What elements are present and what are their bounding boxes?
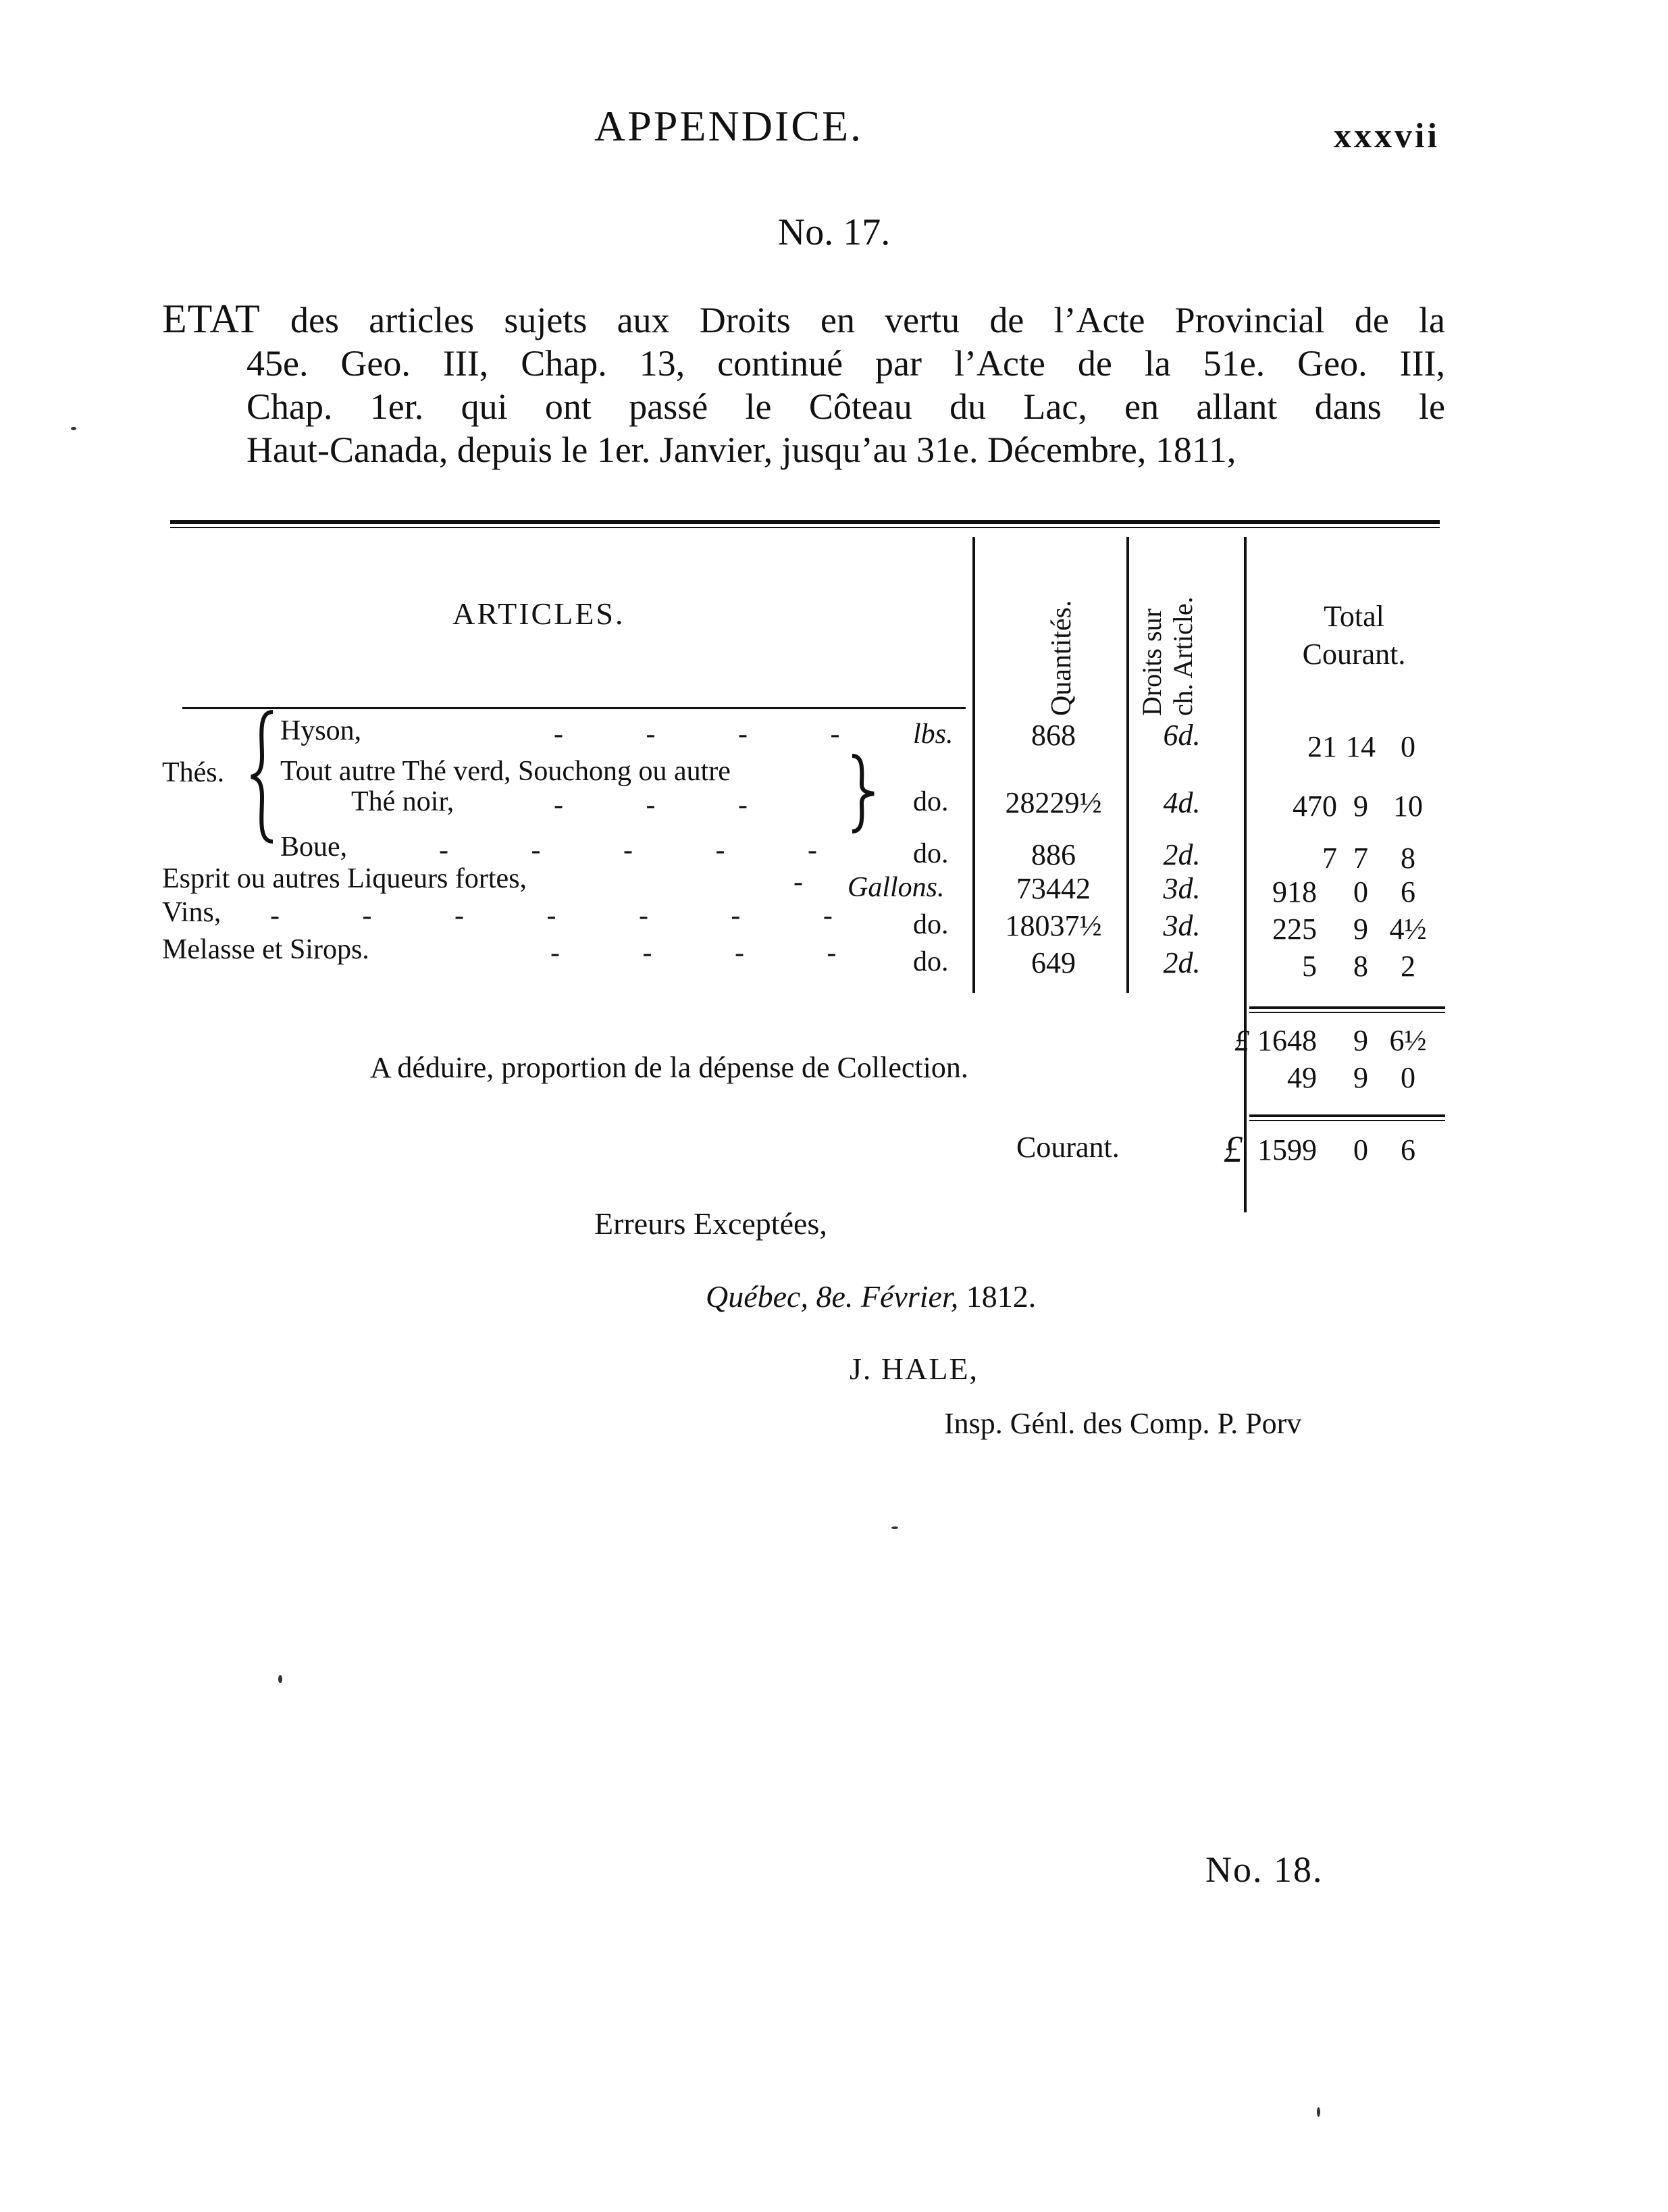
place-date: [706, 1279, 1036, 1314]
row-5-duty: 3d.: [1163, 909, 1201, 942]
row-2-pence: 10: [1393, 790, 1423, 823]
row-2-article: Tout autre Thé verd, Souchong ou autre: [280, 756, 731, 787]
subtotal-pounds: 1648: [1257, 1024, 1317, 1057]
place: Québec,: [706, 1279, 808, 1314]
row-5-article: Vins,: [162, 897, 221, 928]
row-3-pence: 8: [1401, 842, 1415, 875]
row-6-shillings: 8: [1353, 950, 1368, 983]
row-3-duty: 2d.: [1163, 838, 1201, 871]
column-header-total: [1256, 598, 1452, 673]
column-header-total-line-2: Courant.: [1302, 638, 1406, 671]
row-1-pence: 0: [1401, 730, 1415, 763]
row-4-pounds: 918: [1272, 875, 1317, 908]
row-5-unit: do.: [913, 909, 949, 940]
row-1-unit: lbs.: [913, 719, 954, 750]
subtotal-shillings: 9: [1353, 1024, 1368, 1057]
scan-speck: [891, 1526, 898, 1529]
statement-heading: [162, 297, 1445, 471]
column-header-quantities: Quantités.: [1046, 600, 1077, 716]
heading-lead-word: ETAT: [162, 297, 261, 341]
row-1-article: Hyson,: [280, 715, 362, 746]
row-3-shillings: 7: [1353, 842, 1368, 875]
page-number: xxxvii: [1334, 117, 1440, 155]
day: 8e.: [808, 1279, 861, 1314]
net-rule-thin: [1249, 1120, 1445, 1121]
signatory-title: Insp. Génl. des Comp. P. Porv: [944, 1407, 1302, 1440]
row-1-shillings: 14: [1346, 730, 1376, 763]
net-shillings: 0: [1353, 1133, 1368, 1166]
header-bottom-rule: [182, 707, 966, 709]
month: Février,: [860, 1279, 959, 1314]
row-6-quantity: 649: [1031, 946, 1076, 979]
row-1-dashes: - - - -: [554, 719, 878, 750]
row-6-article: Melasse et Sirops.: [162, 934, 369, 965]
tea-group-label: Thés.: [162, 757, 225, 788]
running-head: [0, 101, 1668, 169]
row-4-article: Esprit ou autres Liqueurs fortes,: [162, 863, 527, 894]
table-top-rule-thin: [170, 527, 1440, 528]
row-1-duty: 6d.: [1163, 719, 1201, 752]
row-4-dashes: -: [793, 867, 841, 898]
column-header-total-line-1: Total: [1324, 600, 1384, 633]
row-6-duty: 2d.: [1163, 946, 1201, 979]
deduction-shillings: 9: [1353, 1061, 1368, 1094]
row-3-article: Boue,: [280, 831, 348, 863]
subtotal-pence: 6½: [1389, 1024, 1427, 1057]
heading-line-3: Chap. 1er. qui ont passé le Côteau du Lac, en allant dans le: [246, 386, 1445, 427]
subtotal-currency: £: [1234, 1024, 1249, 1057]
row-2-quantity: 28229½: [1005, 786, 1102, 819]
row-4-pence: 6: [1401, 875, 1415, 908]
row-2-article-cont: Thé noir,: [351, 786, 454, 817]
net-pounds: 1599: [1257, 1133, 1317, 1166]
column-header-duty-line-2: ch. Article.: [1168, 596, 1198, 716]
subtotal-rule: [1249, 1006, 1445, 1009]
row-5-pence: 4½: [1389, 912, 1427, 946]
row-5-dashes: - - - - - - -: [270, 900, 870, 931]
row-5-pounds: 225: [1272, 912, 1317, 946]
table-top-rule: [170, 520, 1440, 524]
running-title: APPENDICE.: [594, 102, 864, 150]
column-rule-2: [1126, 537, 1129, 993]
deduction-pence: 0: [1401, 1061, 1415, 1094]
row-6-pence: 2: [1401, 950, 1415, 983]
column-rule-1: [972, 537, 975, 993]
net-pence: 6: [1401, 1133, 1415, 1166]
row-6-dashes: - - - -: [550, 937, 875, 969]
column-header-duty-line-1: Droits sur: [1137, 609, 1167, 716]
row-5-shillings: 9: [1353, 912, 1368, 946]
row-4-unit: Gallons.: [848, 872, 945, 903]
column-header-duty: [1137, 596, 1199, 716]
row-6-unit: do.: [913, 946, 949, 977]
next-document-number: No. 18.: [1205, 1849, 1324, 1890]
net-label: Courant.: [1016, 1131, 1120, 1164]
left-brace-icon: [249, 709, 276, 844]
errata-note: Erreurs Exceptées,: [594, 1206, 827, 1241]
row-4-shillings: 0: [1353, 875, 1368, 908]
heading-line-1-text: des articles sujets aux Droits en vertu de l’Acte Provincial de la: [260, 300, 1445, 340]
row-2-pounds: 470: [1293, 790, 1337, 823]
subtotal-rule-thin: [1249, 1012, 1445, 1013]
right-brace-icon: [850, 753, 877, 834]
signatory-name: J. HALE,: [850, 1352, 979, 1386]
column-header-articles-text: ARTICLES.: [452, 596, 625, 631]
row-4-duty: 3d.: [1163, 872, 1201, 905]
deduction-pounds: 49: [1287, 1061, 1317, 1094]
scan-speck: [1317, 2107, 1320, 2117]
row-4-quantity: 73442: [1016, 872, 1091, 905]
row-2-shillings: 9: [1353, 790, 1368, 823]
column-rule-3: [1244, 537, 1247, 1212]
scan-speck: [278, 1675, 282, 1683]
row-1-quantity: 868: [1031, 719, 1076, 752]
row-6-pounds: 5: [1302, 950, 1317, 983]
document-number: No. 17.: [777, 211, 891, 253]
net-rule: [1249, 1114, 1445, 1117]
heading-line-4: Haut-Canada, depuis le 1er. Janvier, jusqu’au 31e. Décembre, 1811,: [246, 430, 1236, 470]
row-2-duty: 4d.: [1163, 786, 1201, 819]
row-3-unit: do.: [913, 838, 949, 869]
row-5-quantity: 18037½: [1005, 909, 1102, 942]
scan-speck: [71, 427, 76, 430]
year: 1812.: [958, 1279, 1037, 1314]
column-header-articles: [452, 596, 625, 632]
row-2-dashes: - - -: [554, 790, 785, 821]
row-2-unit: do.: [913, 786, 949, 817]
row-3-dashes: - - - - -: [439, 835, 855, 866]
heading-line-2: 45e. Geo. III, Chap. 13, continué par l’Acte de la 51e. Geo. III,: [246, 343, 1445, 384]
row-3-pounds: 7: [1322, 842, 1337, 875]
heading-line-1: [162, 297, 1445, 342]
deduction-label: A déduire, proportion de la dépense de Collection.: [370, 1051, 968, 1084]
net-currency: £: [1224, 1129, 1243, 1171]
row-3-quantity: 886: [1031, 838, 1076, 871]
row-1-pounds: 21: [1307, 730, 1337, 763]
